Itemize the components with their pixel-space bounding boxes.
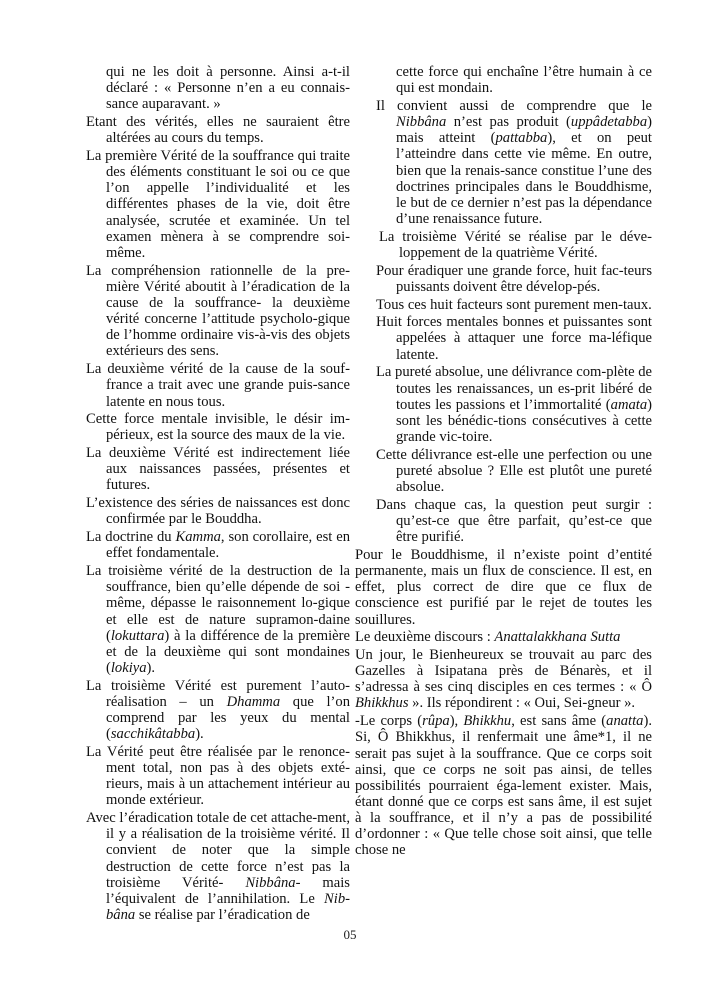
text-run: La deuxième Vérité est indirectement liée aux naissances passées, présentes et futures. — [86, 445, 350, 494]
text-run: qui ne les doit à personne. Ainsi a-t-il déclaré : « Personne n’en a eu connais-sance auparavant. » — [106, 64, 350, 113]
text-run: Un jour, le Bienheureux se trouvait au parc des Gazelles à Isipatana près de Bénarès, et il s’adressa à ses cinq disciples en ces termes : « Ô — [355, 647, 652, 696]
text-run: ), et on peut l’atteindre dans cette vie même. En outre, bien que la renais-sance constitue l’une des doctrines principales dans le Bouddhisme, le but de ce dernier n’est pas la dépendance d’une renaissance future. — [396, 130, 652, 227]
text-run: Pour le Bouddhisme, il n’existe point d’entité permanente, mais un flux de conscience. Il est, en effet, plus correct de dire que ce flux de conscience est purifié par le rejet de toutes les souillures. — [355, 546, 652, 628]
text-run: La pureté absolue, une délivrance com-plète de toutes les renaissances, un es-prit libéré de toutes les passions et l’immortalité ( — [376, 364, 652, 413]
text-run: La troisième Vérité se réalise par le déve-loppement de la quatrième Vérité. — [379, 228, 652, 261]
paragraph — [86, 744, 350, 809]
text-run: Cette force mentale invisible, le désir im-périeux, est la source des maux de la vie. — [86, 411, 350, 444]
text-run: La troisième Vérité est purement l’auto-réalisation – un — [86, 677, 350, 710]
text-run: se réalise par l’éradication de — [135, 907, 310, 924]
text-run: ). — [195, 726, 204, 743]
paragraph — [86, 495, 350, 527]
text-run: que l’on comprend par les yeux du mental ( — [106, 693, 350, 743]
paragraph — [376, 64, 652, 96]
text-run: ), — [449, 713, 464, 730]
italic-term: Dhamma — [226, 693, 281, 710]
text-run: Avec l’éradication totale de cet attache-ment, il y a réalisation de la troisième vérité. Il convient de noter que la simple destruction de cette force n’est pas la troisième Vérité- — [86, 810, 350, 891]
text-run: La Vérité peut être réalisée par le renonce-ment total, non pas à des objets exté-rieurs, mais à un attachement intérieur au monde extérieur. — [86, 743, 350, 809]
paragraph — [86, 64, 350, 112]
italic-term: Bhikkhus — [355, 695, 409, 712]
paragraph — [376, 364, 652, 445]
text-run: , est sans âme ( — [511, 713, 607, 730]
paragraph — [376, 98, 652, 227]
text-run: L’existence des séries de naissances est donc confirmée par le Bouddha. — [86, 495, 350, 528]
text-run: ) à la différence de la première et de la deuxième qui sont mondaines ( — [106, 627, 350, 676]
text-run: ) mais atteint ( — [396, 114, 652, 147]
text-run: ). — [146, 659, 156, 676]
paragraph — [86, 114, 350, 146]
italic-term: lokuttara — [110, 627, 165, 644]
right-column — [355, 64, 652, 860]
text-run: La troisième vérité de la destruction de la souffrance, bien qu’elle dépende de soi -même, dépasse le raisonnement lo-gique et elle est de nature supramon-daine ( — [86, 563, 350, 644]
italic-term: lokiya — [110, 659, 147, 676]
text-run: La deuxième vérité de la cause de la souf-france a trait avec une grande puis-sance latente en nous tous. — [86, 361, 350, 410]
italic-term: sacchikâtabba — [110, 726, 196, 743]
text-run: ). Si, Ô Bhikkhus, il renfermait une âme*1, il ne serait pas sujet à la souffrance. Que ce corps soit ainsi, que ce corps ne soit pas ainsi, de telles possibilités pourraient éga-lement exister. Mais, étant donné que ce corps est sans âme, il est sujet à la souffrance, et il n’y a pas de possibilité d’ordonner : « Que telle chose soit ainsi, que telle chose ne — [355, 713, 652, 859]
paragraph — [86, 678, 350, 743]
italic-term: rûpa — [422, 713, 450, 730]
italic-term: anatta — [606, 713, 644, 730]
text-run: La compréhension rationnelle de la pre-mière Vérité aboutit à l’éradication de la cause de la souffrance- la deuxième vérité concerne l’attitude psycholo-gique de l’homme ordinaire vis-à-vis des objets extérieurs des sens. — [86, 262, 350, 360]
italic-term: Nib-bâna — [106, 890, 350, 924]
paragraph — [86, 411, 350, 443]
italic-term: Anattalakkhana Sutta — [494, 629, 621, 646]
italic-term: uppâdetabba — [570, 114, 648, 131]
paragraph — [376, 297, 652, 313]
paragraph — [355, 647, 652, 712]
italic-term: pattabba — [495, 130, 548, 147]
text-run: Cette délivrance est-elle une perfection ou une pureté absolue ? Elle est plutôt une pureté absolue. — [376, 446, 652, 496]
text-run: Il convient aussi de comprendre que le — [376, 97, 652, 114]
text-run: - mais l’équivalent de l’annihilation. Le — [106, 874, 350, 907]
paragraph — [86, 810, 350, 923]
text-run: , son corollaire, est en effet fondamentale. — [106, 529, 350, 562]
text-run: n’est pas produit ( — [446, 114, 571, 131]
left-column — [86, 64, 350, 925]
italic-term: Nibbâna — [396, 114, 447, 131]
paragraph — [86, 445, 350, 493]
text-run: Pour éradiquer une grande force, huit fac-teurs puissants doivent être dévelop-pés. — [376, 262, 652, 295]
text-run: Huit forces mentales bonnes et puissantes sont appelées à attaquer une force ma-léfique latente. — [376, 314, 652, 363]
paragraph — [376, 447, 652, 495]
paragraph — [86, 361, 350, 409]
text-run: La première Vérité de la souffrance qui traite des éléments constituant le soi ou ce que l’on appelle l’individualité et les différentes phases de la vie, doit être analysée, scrutée et examinée. Un tel examen mènera à se comprendre soi-même. — [86, 147, 350, 261]
text-run: Le deuxième discours : — [355, 629, 495, 646]
text-run: Dans chaque cas, la question peut surgir : qu’est-ce que être parfait, qu’est-ce que être purifié. — [376, 496, 652, 546]
paragraph — [379, 229, 652, 261]
paragraph — [376, 497, 652, 545]
text-run: La doctrine du — [86, 529, 176, 546]
text-run: ) sont les bénédic-tions consécutives à cette grande vic-toire. — [396, 396, 652, 445]
italic-term: Nibbâna — [245, 874, 296, 891]
text-run: -Le corps ( — [355, 713, 423, 730]
paragraph — [355, 547, 652, 628]
text-run: ». Ils répondirent : « Oui, Sei-gneur ». — [408, 695, 636, 712]
text-run: cette force qui enchaîne l’être humain à ce qui est mondain. — [396, 64, 652, 97]
paragraph — [376, 263, 652, 295]
italic-term: Kamma — [175, 529, 221, 546]
paragraph — [86, 529, 350, 561]
italic-term: amata — [610, 396, 648, 413]
paragraph — [376, 314, 652, 362]
text-run: Etant des vérités, elles ne sauraient être altérées au cours du temps. — [86, 114, 350, 147]
italic-term: Bhikkhu — [463, 713, 512, 730]
page-number: 05 — [343, 927, 357, 942]
section-heading — [355, 629, 652, 645]
text-run: Tous ces huit facteurs sont purement men-taux. — [376, 296, 652, 313]
paragraph — [86, 563, 350, 676]
paragraph — [355, 713, 652, 858]
paragraph — [86, 263, 350, 360]
paragraph — [86, 148, 350, 261]
